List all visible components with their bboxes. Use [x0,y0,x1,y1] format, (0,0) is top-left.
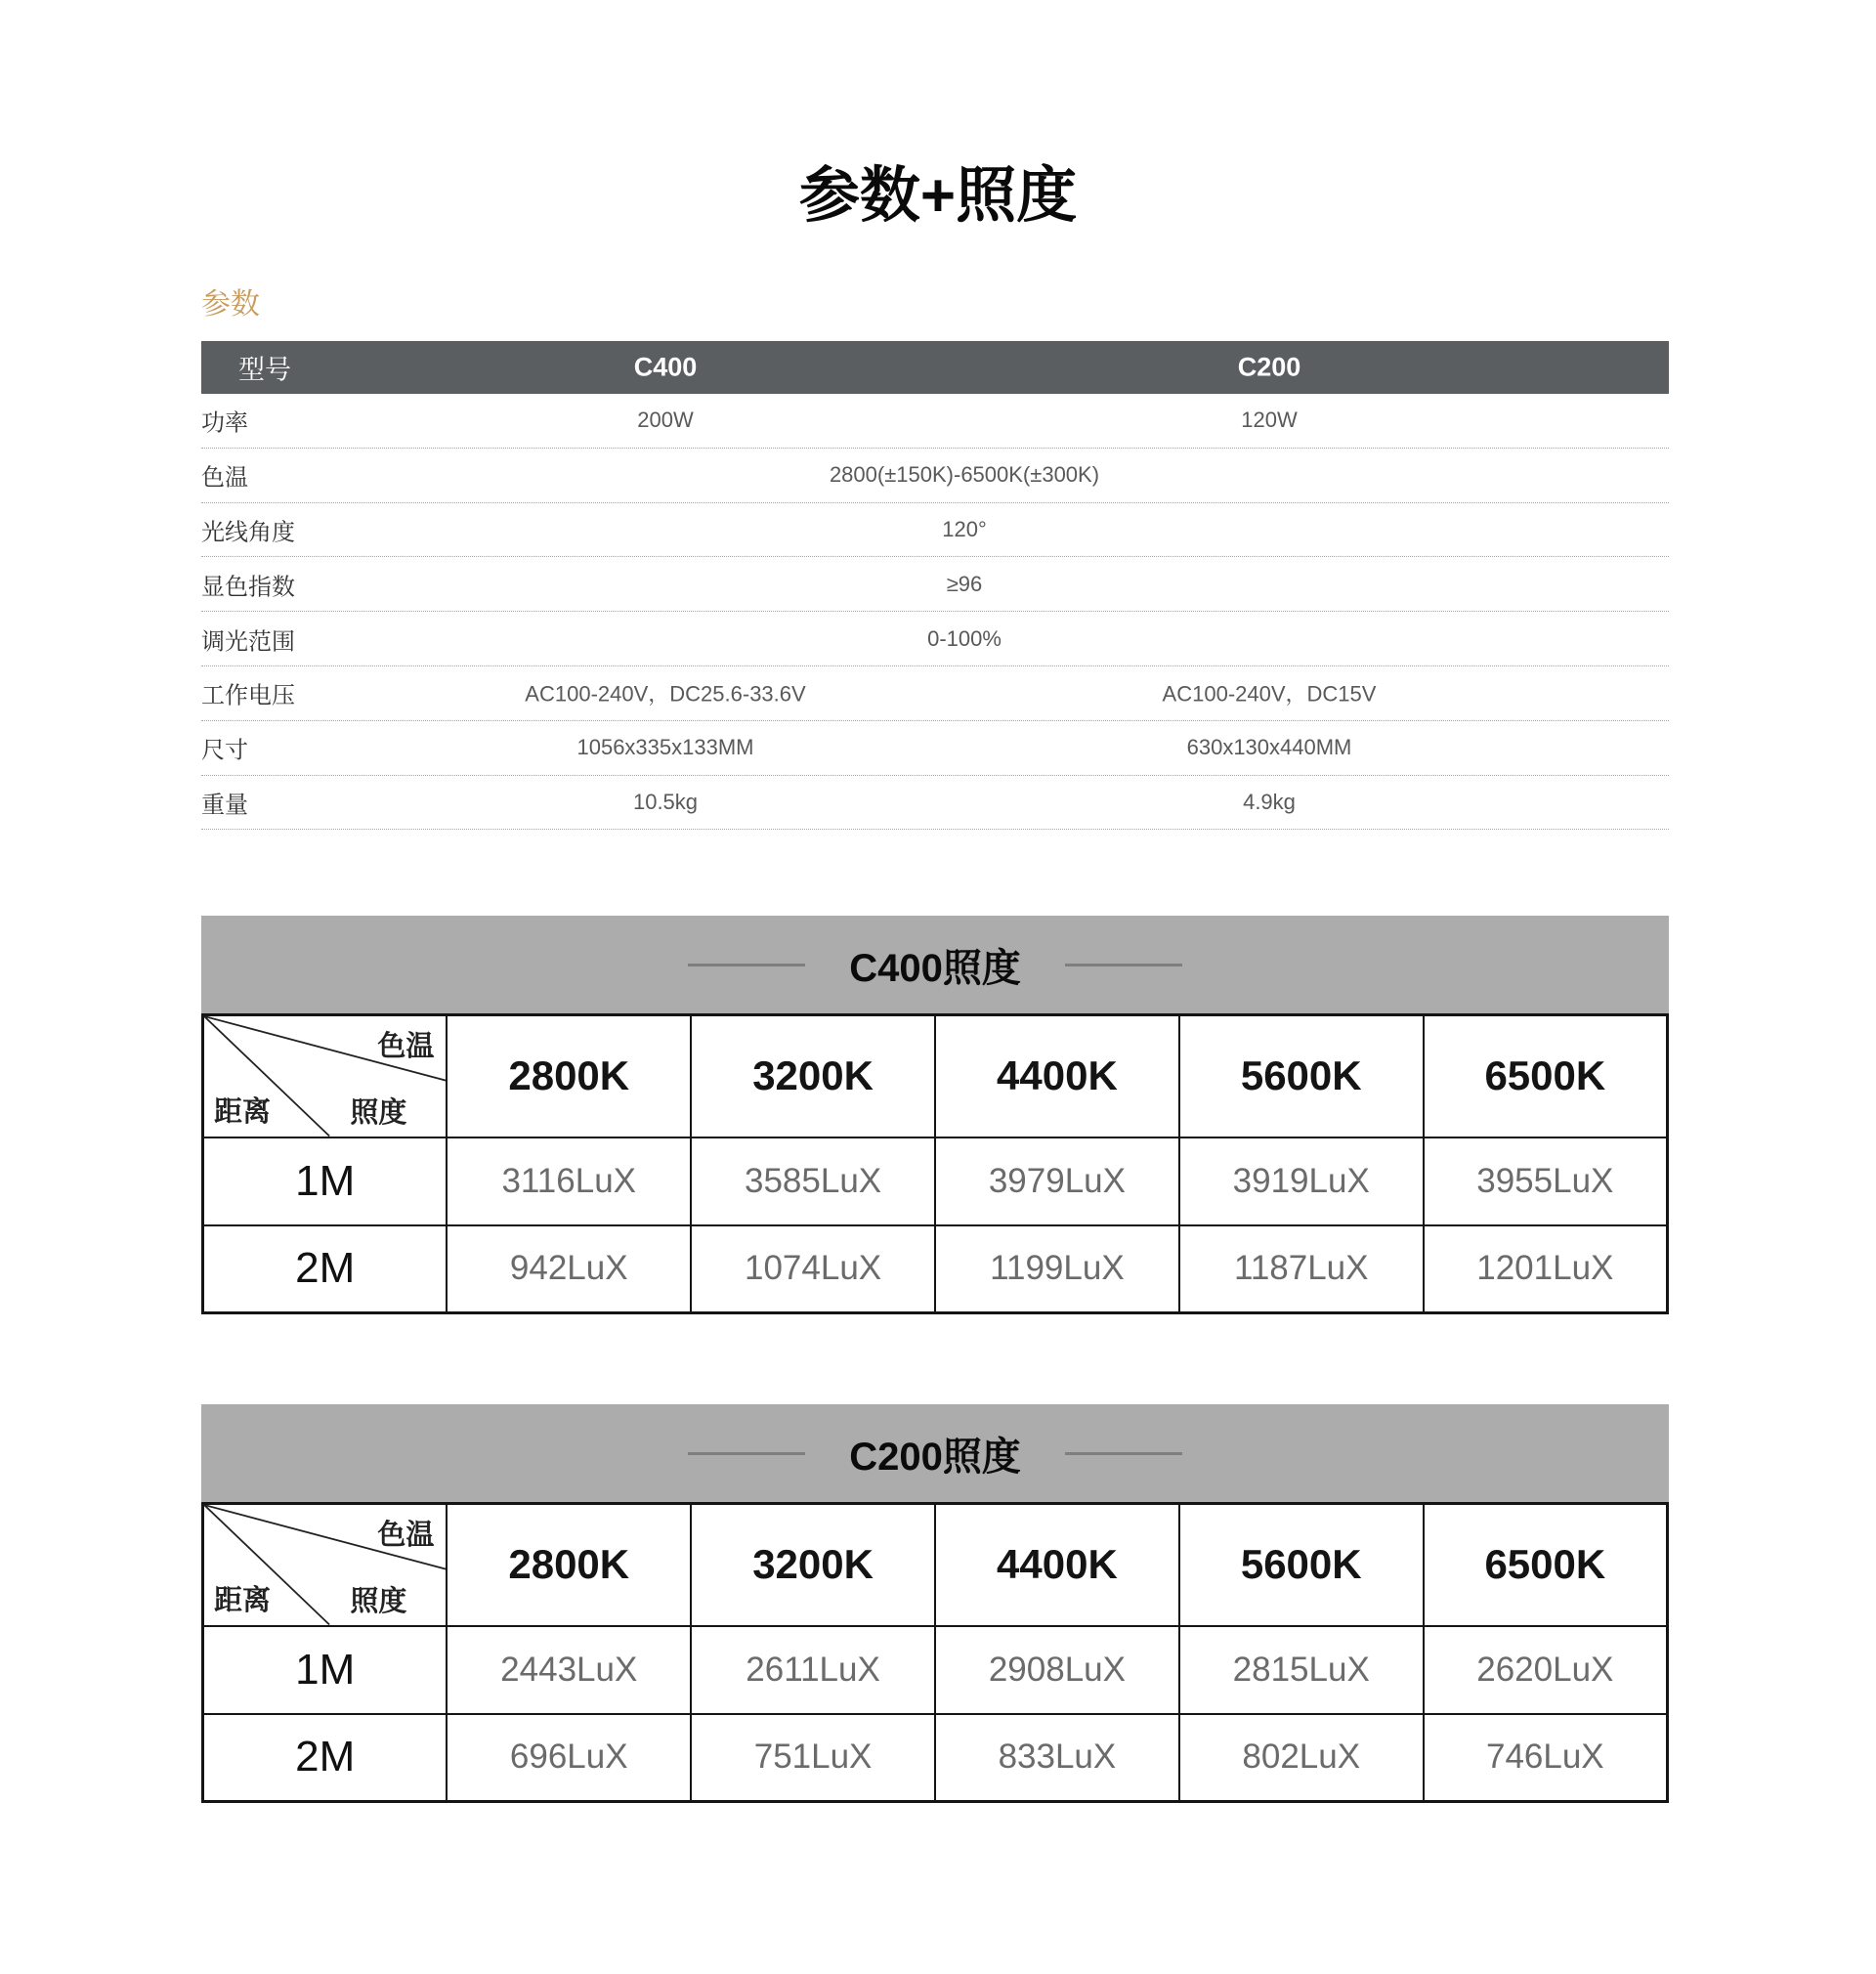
param-row-beam-angle [201,503,1669,558]
header-c400-label: C400 [633,352,698,382]
c400-title-band [201,916,1669,1013]
param-value-merged: ≥96 [946,571,983,596]
distance-cell: 1M [203,1137,448,1225]
c200-illuminance-section [201,1404,1669,1803]
illuminance-row-2m [203,1225,1668,1313]
lux-value-cell: 1201LuX [1424,1225,1668,1313]
corner-label-color-temp: 色温 [377,1520,435,1551]
lux-value-cell: 751LuX [691,1714,935,1802]
lux-value-cell: 1187LuX [1179,1225,1424,1313]
column-header-5600k: 5600K [1179,1015,1424,1137]
c200-illuminance-title: C200照度 [849,1435,1021,1479]
lux-value-cell: 2815LuX [1179,1626,1424,1714]
param-value-c400: 1056x335x133MM [576,735,754,760]
column-header-2800k: 2800K [447,1015,691,1137]
param-row-cri [201,557,1669,612]
header-c200-label: C200 [1237,352,1301,382]
corner-cell [203,1504,448,1626]
corner-cell [203,1015,448,1137]
lux-value-cell: 802LuX [1179,1714,1424,1802]
lux-value-cell: 2908LuX [935,1626,1179,1714]
lux-value-cell: 2443LuX [447,1626,691,1714]
param-row-label: 调光范围 [201,628,295,656]
param-value-c400: 10.5kg [632,789,699,814]
column-header-4400k: 4400K [935,1015,1179,1137]
lux-value-cell: 2620LuX [1424,1626,1668,1714]
title-dash-left [688,964,805,966]
column-header-3200k: 3200K [691,1504,935,1626]
parameters-header-row [201,341,1669,394]
corner-label-distance: 距离 [214,1095,272,1128]
lux-value-cell: 2611LuX [691,1626,935,1714]
param-row-power [201,394,1669,449]
param-value-merged: 2800(±150K)-6500K(±300K) [829,462,1100,488]
column-header-6500k: 6500K [1424,1015,1668,1137]
param-value-c200: 630x130x440MM [1186,735,1352,760]
param-row-label: 色温 [201,464,248,492]
lux-value-cell: 942LuX [447,1225,691,1313]
param-row-label: 功率 [201,409,248,437]
param-value-c200: 4.9kg [1243,789,1296,814]
c400-illuminance-title: C400照度 [849,946,1021,990]
title-dash-right [1065,1452,1182,1455]
param-row-color-temp [201,449,1669,503]
lux-value-cell: 3979LuX [935,1137,1179,1225]
param-row-voltage [201,666,1669,721]
param-value-merged: 120° [942,516,987,541]
illuminance-header-row [203,1015,1668,1137]
corner-label-distance: 距离 [214,1584,272,1616]
param-row-dimming-range [201,612,1669,666]
lux-value-cell: 696LuX [447,1714,691,1802]
column-header-5600k: 5600K [1179,1504,1424,1626]
c200-illuminance-table [201,1502,1669,1803]
param-row-label: 显色指数 [201,574,295,601]
parameters-table [201,341,1669,830]
lux-value-cell: 746LuX [1424,1714,1668,1802]
param-value-c400: AC100-240V，DC25.6-33.6V [525,681,806,707]
param-row-label: 光线角度 [201,519,295,546]
param-row-weight [201,776,1669,831]
param-row-label: 尺寸 [201,737,248,764]
lux-value-cell: 3116LuX [447,1137,691,1225]
lux-value-cell: 833LuX [935,1714,1179,1802]
column-header-3200k: 3200K [691,1015,935,1137]
header-model-label: 型号 [238,355,291,385]
distance-cell: 1M [203,1626,448,1714]
column-header-4400k: 4400K [935,1504,1179,1626]
c400-illuminance-table [201,1013,1669,1314]
illuminance-row-1m [203,1626,1668,1714]
lux-value-cell: 3955LuX [1424,1137,1668,1225]
param-row-dimensions [201,721,1669,776]
corner-label-illuminance: 照度 [350,1097,407,1129]
c400-illuminance-section [201,916,1669,1314]
column-header-2800k: 2800K [447,1504,691,1626]
param-row-label: 工作电压 [201,682,295,709]
column-header-6500k: 6500K [1424,1504,1668,1626]
corner-label-illuminance: 照度 [350,1586,407,1617]
page-title: 参数+照度 [798,162,1078,230]
title-dash-right [1065,964,1182,966]
param-row-label: 重量 [201,792,248,819]
illuminance-row-2m [203,1714,1668,1802]
illuminance-row-1m [203,1137,1668,1225]
param-value-c200: AC100-240V，DC15V [1162,681,1377,707]
distance-cell: 2M [203,1225,448,1313]
c200-title-band [201,1404,1669,1502]
corner-label-color-temp: 色温 [377,1031,435,1062]
title-dash-left [688,1452,805,1455]
illuminance-header-row [203,1504,1668,1626]
param-value-merged: 0-100% [927,625,1002,651]
param-value-c200: 120W [1241,408,1298,433]
lux-value-cell: 3919LuX [1179,1137,1424,1225]
param-value-c400: 200W [637,408,694,433]
lux-value-cell: 3585LuX [691,1137,935,1225]
distance-cell: 2M [203,1714,448,1802]
params-section-label: 参数 [201,288,260,321]
lux-value-cell: 1074LuX [691,1225,935,1313]
lux-value-cell: 1199LuX [935,1225,1179,1313]
